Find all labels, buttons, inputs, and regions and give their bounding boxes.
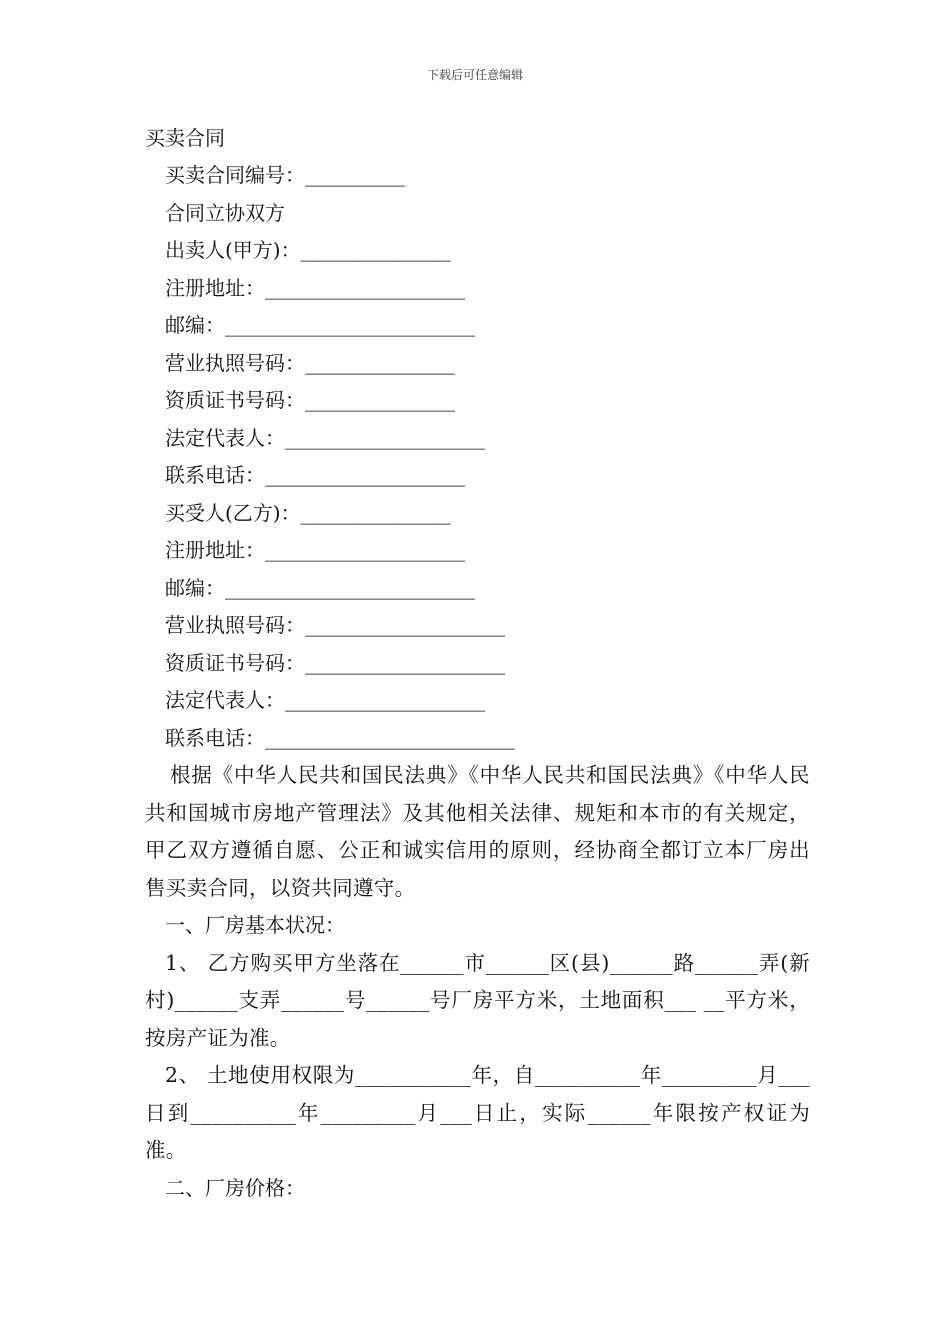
clause-item-2: 2、 土地使用权限为___________年，自__________年_________月___日到__________年_________月___日止，实际______年限按产权证为准。 (145, 1063, 810, 1162)
field-seller-certificate: 资质证书号码：_______________ (165, 388, 455, 412)
field-seller-license: 营业执照号码：_______________ (165, 350, 455, 375)
field-seller-address: 注册地址：____________________ (165, 275, 465, 300)
section-heading-2: 二、厂房价格： (165, 1175, 305, 1200)
field-seller: 出卖人(甲方)：_______________ (165, 238, 451, 262)
field-seller-representative: 法定代表人：____________________ (165, 425, 485, 450)
field-parties-heading: 合同立协双方 (165, 200, 285, 225)
document-page (145, 120, 810, 1207)
field-buyer: 买受人(乙方)：_______________ (165, 500, 451, 525)
clause-item-1: 1、 乙方购买甲方坐落在______市______区(县)______路______弄(新村)______支弄______号______号厂房平方米，土地面积___ __平方米，按房产证为准。 (145, 950, 810, 1050)
header-note: 下载后可任意编辑 (426, 68, 523, 82)
field-seller-postcode: 邮编：_________________________ (165, 313, 475, 337)
field-seller-phone: 联系电话：____________________ (165, 463, 465, 487)
field-buyer-certificate: 资质证书号码：____________________ (165, 650, 505, 675)
field-buyer-phone: 联系电话：_________________________ (165, 725, 515, 750)
section-heading-1: 一、厂房基本状况： (165, 913, 345, 937)
intro-paragraph: 根据《中华人民共和国民法典》《中华人民共和国民法典》《中华人民共和国城市房地产管理法》及其他相关法律、规矩和本市的有关规定，甲乙双方遵循自愿、公正和诚实信用的原则，经协商全都订立本厂房出售买卖合同，以资共同遵守。 (145, 763, 810, 900)
field-buyer-address: 注册地址：____________________ (165, 538, 465, 562)
field-buyer-license: 营业执照号码：____________________ (165, 613, 505, 637)
document-title: 买卖合同 (145, 126, 225, 150)
field-buyer-representative: 法定代表人：____________________ (165, 688, 485, 712)
field-buyer-postcode: 邮编：_________________________ (165, 575, 475, 600)
field-contract-number: 买卖合同编号：__________ (165, 163, 405, 187)
